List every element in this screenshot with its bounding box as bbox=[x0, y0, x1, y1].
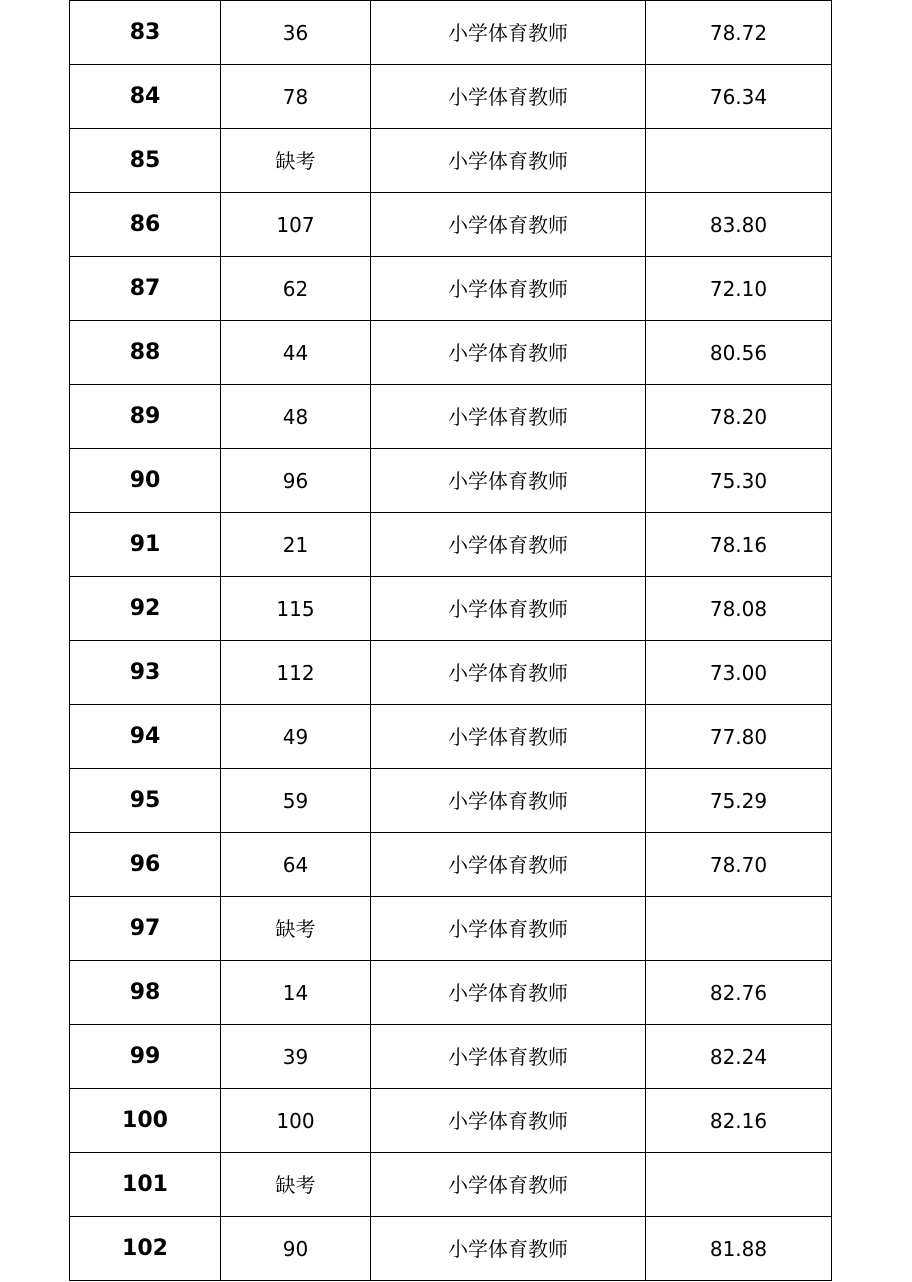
table-row bbox=[70, 129, 832, 193]
number-cell: 62 bbox=[221, 257, 371, 321]
score-cell: 78.08 bbox=[646, 577, 832, 641]
number-cell: 44 bbox=[221, 321, 371, 385]
table-row bbox=[70, 65, 832, 129]
position-cell: 小学体育教师 bbox=[371, 705, 646, 769]
score-cell: 80.56 bbox=[646, 321, 832, 385]
number-cell: 39 bbox=[221, 1025, 371, 1089]
table-row bbox=[70, 193, 832, 257]
seq-cell: 95 bbox=[70, 769, 221, 833]
seq-cell: 100 bbox=[70, 1089, 221, 1153]
position-cell: 小学体育教师 bbox=[371, 961, 646, 1025]
table-row bbox=[70, 577, 832, 641]
position-cell: 小学体育教师 bbox=[371, 449, 646, 513]
table-row bbox=[70, 769, 832, 833]
number-cell: 64 bbox=[221, 833, 371, 897]
position-cell: 小学体育教师 bbox=[371, 193, 646, 257]
table-row bbox=[70, 833, 832, 897]
score-cell: 82.76 bbox=[646, 961, 832, 1025]
number-cell: 36 bbox=[221, 1, 371, 65]
table-row bbox=[70, 513, 832, 577]
number-cell: 100 bbox=[221, 1089, 371, 1153]
score-cell: 83.80 bbox=[646, 193, 832, 257]
number-cell: 78 bbox=[221, 65, 371, 129]
table-row bbox=[70, 1153, 832, 1217]
score-table bbox=[69, 0, 832, 1281]
number-cell: 112 bbox=[221, 641, 371, 705]
position-cell: 小学体育教师 bbox=[371, 65, 646, 129]
position-cell: 小学体育教师 bbox=[371, 577, 646, 641]
table-row bbox=[70, 449, 832, 513]
score-cell: 78.16 bbox=[646, 513, 832, 577]
score-cell: 76.34 bbox=[646, 65, 832, 129]
score-cell bbox=[646, 1153, 832, 1217]
position-cell: 小学体育教师 bbox=[371, 833, 646, 897]
position-cell: 小学体育教师 bbox=[371, 385, 646, 449]
seq-cell: 85 bbox=[70, 129, 221, 193]
seq-cell: 93 bbox=[70, 641, 221, 705]
seq-cell: 83 bbox=[70, 1, 221, 65]
score-cell: 82.16 bbox=[646, 1089, 832, 1153]
table-row bbox=[70, 1025, 832, 1089]
table-row bbox=[70, 705, 832, 769]
table-row bbox=[70, 1217, 832, 1281]
number-cell: 59 bbox=[221, 769, 371, 833]
score-cell: 77.80 bbox=[646, 705, 832, 769]
seq-cell: 98 bbox=[70, 961, 221, 1025]
number-cell: 96 bbox=[221, 449, 371, 513]
position-cell: 小学体育教师 bbox=[371, 257, 646, 321]
table-row bbox=[70, 641, 832, 705]
score-cell: 78.72 bbox=[646, 1, 832, 65]
position-cell: 小学体育教师 bbox=[371, 1025, 646, 1089]
number-cell: 14 bbox=[221, 961, 371, 1025]
table-row bbox=[70, 257, 832, 321]
table-row bbox=[70, 1, 832, 65]
position-cell: 小学体育教师 bbox=[371, 1089, 646, 1153]
position-cell: 小学体育教师 bbox=[371, 1153, 646, 1217]
seq-cell: 92 bbox=[70, 577, 221, 641]
score-cell: 75.29 bbox=[646, 769, 832, 833]
seq-cell: 87 bbox=[70, 257, 221, 321]
seq-cell: 94 bbox=[70, 705, 221, 769]
seq-cell: 91 bbox=[70, 513, 221, 577]
number-cell: 49 bbox=[221, 705, 371, 769]
position-cell: 小学体育教师 bbox=[371, 1217, 646, 1281]
score-cell: 82.24 bbox=[646, 1025, 832, 1089]
score-cell: 78.70 bbox=[646, 833, 832, 897]
seq-cell: 99 bbox=[70, 1025, 221, 1089]
position-cell: 小学体育教师 bbox=[371, 321, 646, 385]
table-row bbox=[70, 897, 832, 961]
score-cell: 72.10 bbox=[646, 257, 832, 321]
number-cell: 90 bbox=[221, 1217, 371, 1281]
seq-cell: 89 bbox=[70, 385, 221, 449]
number-cell: 48 bbox=[221, 385, 371, 449]
position-cell: 小学体育教师 bbox=[371, 769, 646, 833]
table-row bbox=[70, 961, 832, 1025]
seq-cell: 97 bbox=[70, 897, 221, 961]
seq-cell: 96 bbox=[70, 833, 221, 897]
seq-cell: 86 bbox=[70, 193, 221, 257]
table-row bbox=[70, 321, 832, 385]
table-body bbox=[70, 1, 832, 1281]
table-row bbox=[70, 1089, 832, 1153]
number-cell: 107 bbox=[221, 193, 371, 257]
position-cell: 小学体育教师 bbox=[371, 129, 646, 193]
score-cell bbox=[646, 897, 832, 961]
position-cell: 小学体育教师 bbox=[371, 513, 646, 577]
seq-cell: 84 bbox=[70, 65, 221, 129]
number-cell: 缺考 bbox=[221, 1153, 371, 1217]
number-cell: 缺考 bbox=[221, 897, 371, 961]
table-row bbox=[70, 385, 832, 449]
score-cell: 78.20 bbox=[646, 385, 832, 449]
seq-cell: 102 bbox=[70, 1217, 221, 1281]
score-cell: 73.00 bbox=[646, 641, 832, 705]
score-cell bbox=[646, 129, 832, 193]
seq-cell: 101 bbox=[70, 1153, 221, 1217]
number-cell: 21 bbox=[221, 513, 371, 577]
number-cell: 缺考 bbox=[221, 129, 371, 193]
position-cell: 小学体育教师 bbox=[371, 1, 646, 65]
position-cell: 小学体育教师 bbox=[371, 897, 646, 961]
seq-cell: 88 bbox=[70, 321, 221, 385]
position-cell: 小学体育教师 bbox=[371, 641, 646, 705]
score-cell: 81.88 bbox=[646, 1217, 832, 1281]
seq-cell: 90 bbox=[70, 449, 221, 513]
number-cell: 115 bbox=[221, 577, 371, 641]
score-cell: 75.30 bbox=[646, 449, 832, 513]
